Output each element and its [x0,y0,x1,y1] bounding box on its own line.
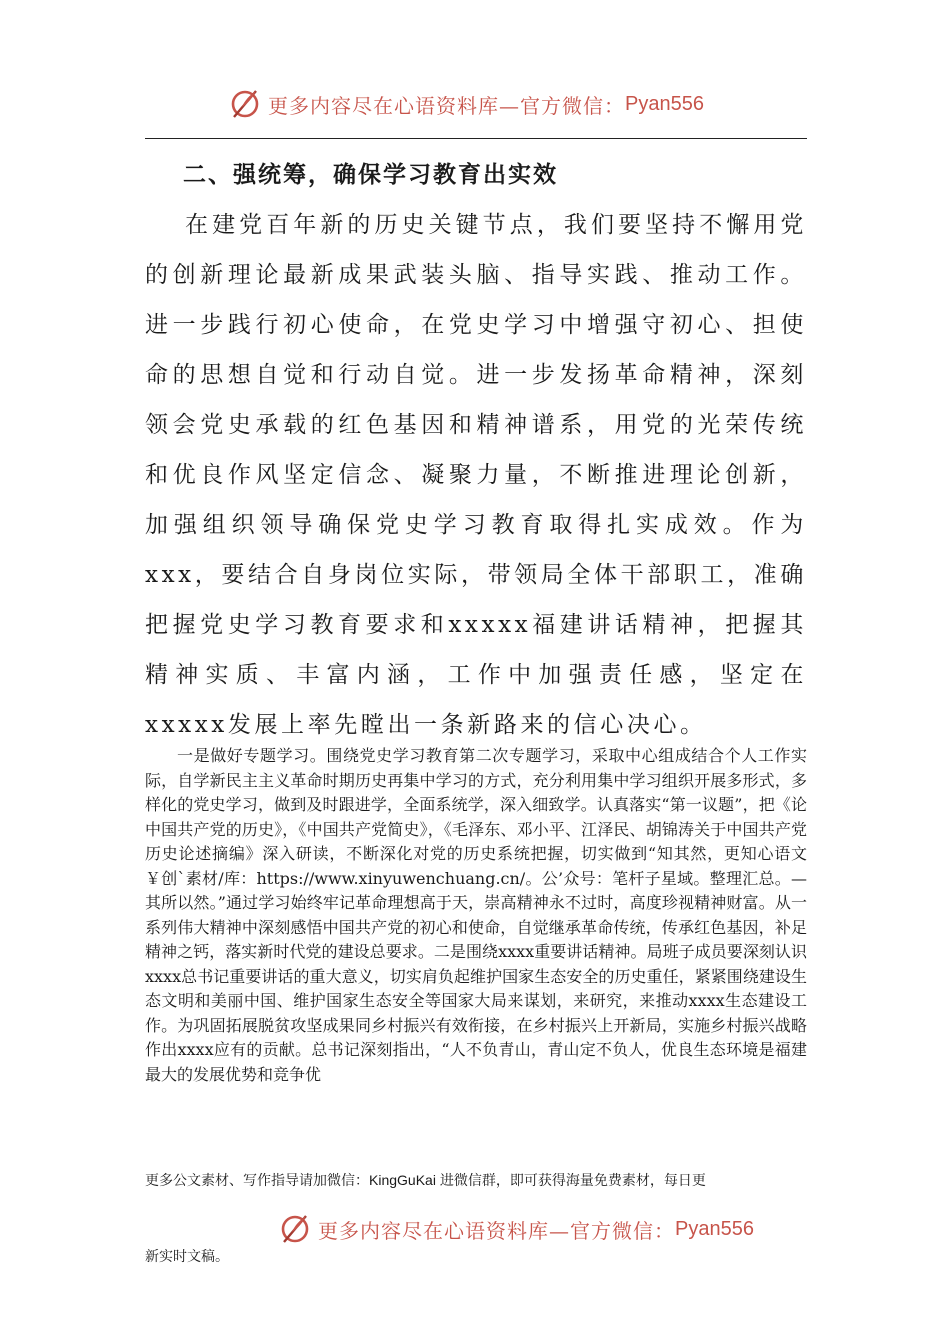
body-paragraph-1: 在建党百年新的历史关键节点，我们要坚持不懈用党的创新理论最新成果武装头脑、指导实践、推动工作。进一步践行初心使命，在党史学习中增强守初心、担使命的思想自觉和行动自觉。进一步发扬革命精神，深刻领会党史承载的红色基因和精神谱系，用党的光荣传统和优良作风坚定信念、凝聚力量，不断推进理论创新，加强组织领导确保党史学习教育取得扎实成效。作为xxx，要结合自身岗位实际，带领局全体干部职工，准确把握党史学习教育要求和xxxxx福建讲话精神，把握其精神实质、丰富内涵，工作中加强责任感，坚定在xxxxx发展上率先瞠出一条新路来的信心决心。 [145,212,807,738]
header-watermark-brand [228,82,704,126]
body-paragraph-2: 一是做好专题学习。围绕党史学习教育第二次专题学习，采取中心组成结合个人工作实际，自学新民主主义革命时期历史再集中学习的方式，充分利用集中学习组织开展多形式，多样化的党史学习，做到及时跟进学，全面系统学，深入细致学。认真落实“第一议题”，把《论中国共产党的历史》，《中国共产党简史》，《毛泽东、邓小平、江泽民、胡锦涛关于中国共产党历史论述摘编》深入研读，不断深化对党的历史系统把握，切实做到“知其然，更知心语文￥创`素材/库：https://www.xinyuwenchuang.cn/。公’众号：笔杆子星域。整理汇总。—其所以然。”通过学习始终牢记革命理想高于天，崇高精神永不过时，高度珍视精神财富。从一系列伟大精神中深刻感悟中国共产党的初心和使命，自觉继承革命传统，传承红色基因，补足精神之钙，落实新时代党的建设总要求。二是围绕xxxx重要讲话精神。局班子成员要深刻认识xxxx总书记重要讲话的重大意义，切实肩负起维护国家生态安全的历史重任，紧紧围绕建设生态文明和美丽中国、维护国家生态安全等国家大局来谋划，来研究，来推动xxxx生态建设工作。为巩固拓展脱贫攻坚成果同乡村振兴有效衔接，在乡村振兴上开新局，实施乡村振兴战略作出xxxx应有的贡献。总书记深刻指出，“人不负青山，青山定不负人，优良生态环境是福建最大的发展优势和竞争优 [145,746,807,1084]
brand-wechat-id: Pyan556 [625,92,704,115]
footer-watermark-brand [278,1207,754,1251]
brand-text: 更多内容尽在心语资料库—官方微信： [268,93,625,118]
quill-pen-circle-logo [228,87,262,121]
footer-note-line-1: 更多公文素材、写作指导请加微信：KingGuKai 进微信群，即可获得海量免费素材，每日更 [145,1172,706,1188]
footer-note-line-2: 新实时文稿。 [145,1248,229,1264]
section-heading: 二、强统筹，确保学习教育出实效 [183,161,558,188]
quill-pen-circle-logo [278,1212,312,1246]
brand-wechat-id: Pyan556 [675,1217,754,1240]
header-divider [145,138,807,139]
brand-text: 更多内容尽在心语资料库—官方微信： [318,1218,675,1243]
